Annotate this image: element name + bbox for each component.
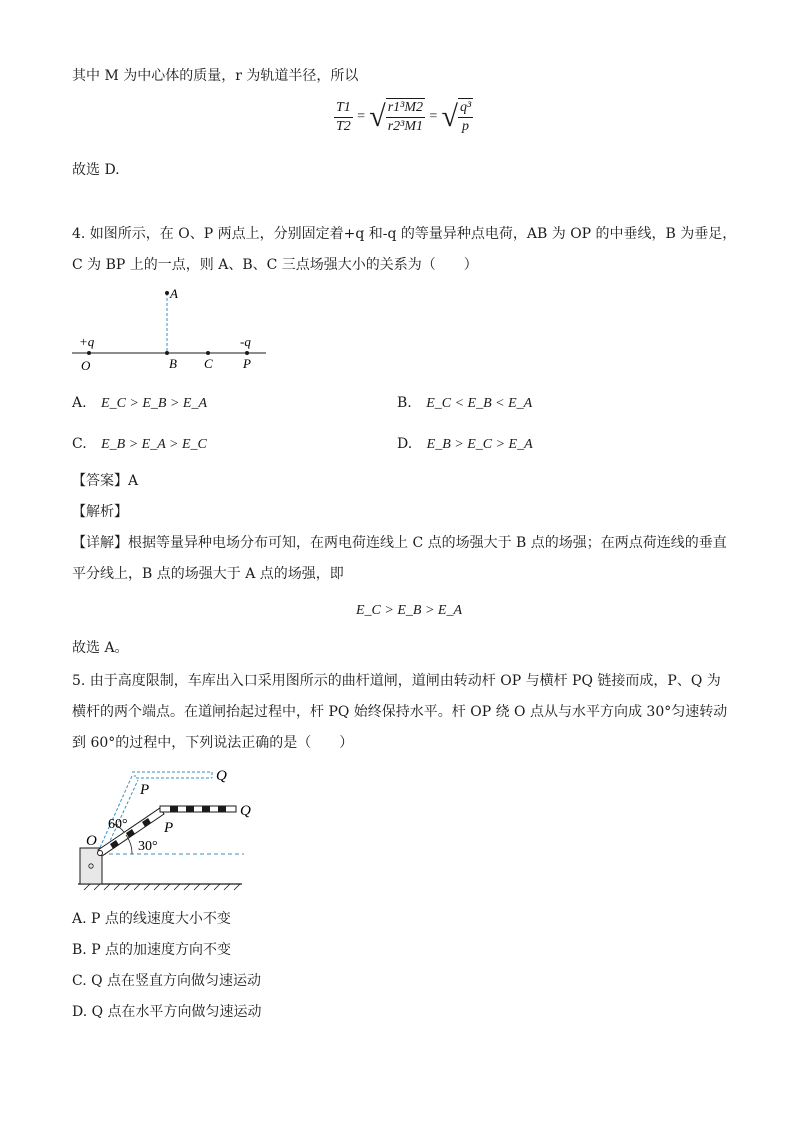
label-30-degrees: 30° — [138, 839, 158, 854]
q5-stem-line2: 横杆的两个端点。在道闸抬起过程中，杆 PQ 始终保持水平。杆 OP 绕 O 点从与水平方向成 30°匀速转动 — [72, 704, 728, 720]
option-c-text: E_B > E_A > E_C — [101, 437, 207, 452]
q5-barrier-figure — [74, 760, 254, 900]
label-60-degrees: 60° — [108, 817, 128, 832]
q4-analysis-tag: 【解析】 — [72, 504, 128, 520]
intro-line: 其中 M 为中心体的质量，r 为轨道半径，所以 — [72, 68, 359, 84]
frac-t-den: T2 — [336, 118, 351, 134]
label-q: Q — [240, 803, 251, 819]
fraction-r — [386, 98, 425, 136]
point-a — [165, 291, 169, 295]
q4-option-c[interactable] — [72, 436, 207, 453]
frac-r-num: r1³M2 — [386, 99, 425, 118]
label-plus-q: +q — [79, 334, 95, 349]
option-a-text: E_C > E_B > E_A — [101, 396, 208, 411]
frac-q-num: q³ — [458, 99, 473, 118]
period-ratio-formula: $\frac{T1}{T2}$ = √ $\frac{\text{r1³M2}}{\text{r2³M1}}$ = √ $\frac{\text{q³}}{p}$ — [336, 99, 472, 134]
frac-r-den: r2³M1 — [387, 119, 424, 134]
point-b — [165, 351, 169, 355]
option-b-letter: B. — [397, 395, 412, 411]
q4-result-formula: E_C > E_B > E_A — [356, 603, 462, 618]
q5-stem-line1: 5. 由于高度限制，车库出入口采用图所示的曲杆道闸，道闸由转动杆 OP 与横杆 PQ 链接而成，P、Q 为 — [72, 673, 721, 689]
label-p-raised: P — [140, 782, 150, 798]
option-a-letter: A. — [72, 395, 87, 411]
q4-stem-line2: C 为 BP 上的一点，则 A、B、C 三点场强大小的关系为（ ） — [72, 257, 478, 273]
q4-answer: 【答案】A — [72, 473, 139, 489]
q4-option-b[interactable] — [397, 395, 532, 412]
label-b: B — [169, 356, 177, 371]
q4-detail-line2: 平分线上，B 点的场强大于 A 点的场强，即 — [72, 566, 344, 582]
q5-option-d[interactable]: D. Q 点在水平方向做匀速运动 — [72, 1004, 262, 1020]
option-c-letter: C. — [72, 436, 87, 452]
q4-charge-figure — [70, 285, 280, 375]
q5-option-a[interactable]: A. P 点的线速度大小不变 — [72, 911, 231, 927]
label-c: C — [204, 356, 213, 371]
q4-option-d[interactable] — [397, 436, 533, 453]
q4-detail-line1: 【详解】根据等量异种电场分布可知，在两电荷连线上 C 点的场强大于 B 点的场强；在两点荷连线的垂直 — [72, 535, 727, 551]
q4-choice: 故选 A。 — [72, 640, 129, 656]
ground-hatching — [84, 884, 240, 890]
point-p — [245, 351, 249, 355]
option-d-letter: D. — [397, 436, 413, 452]
label-o: O — [81, 358, 91, 373]
q5-stem-line3: 到 60°的过程中，下列说法正确的是（ ） — [72, 735, 354, 751]
label-a: A — [170, 286, 178, 301]
q5-option-b[interactable]: B. P 点的加速度方向不变 — [72, 942, 232, 958]
label-minus-q: -q — [240, 334, 251, 349]
q5-option-c[interactable]: C. Q 点在竖直方向做匀速运动 — [72, 973, 262, 989]
point-o — [87, 351, 91, 355]
label-p: P — [164, 820, 174, 836]
label-q-raised: Q — [216, 768, 227, 784]
frac-q-den: p — [462, 119, 470, 134]
option-d-text: E_B > E_C > E_A — [426, 437, 533, 452]
frac-t-num: T1 — [334, 99, 353, 118]
q4-stem-line1: 4. 如图所示，在 O、P 两点上，分别固定着+q 和-q 的等量异种点电荷，AB 为 OP 的中垂线，B 为垂足， — [72, 226, 737, 242]
fraction-q — [458, 98, 473, 136]
choice-d-line: 故选 D. — [72, 162, 120, 178]
q4-option-a[interactable] — [72, 395, 207, 412]
fraction-t — [334, 99, 353, 136]
label-o: O — [86, 833, 97, 849]
point-c — [206, 351, 210, 355]
pivot-o-icon — [98, 851, 103, 856]
option-b-text: E_C < E_B < E_A — [426, 396, 533, 411]
label-p: P — [243, 356, 251, 371]
